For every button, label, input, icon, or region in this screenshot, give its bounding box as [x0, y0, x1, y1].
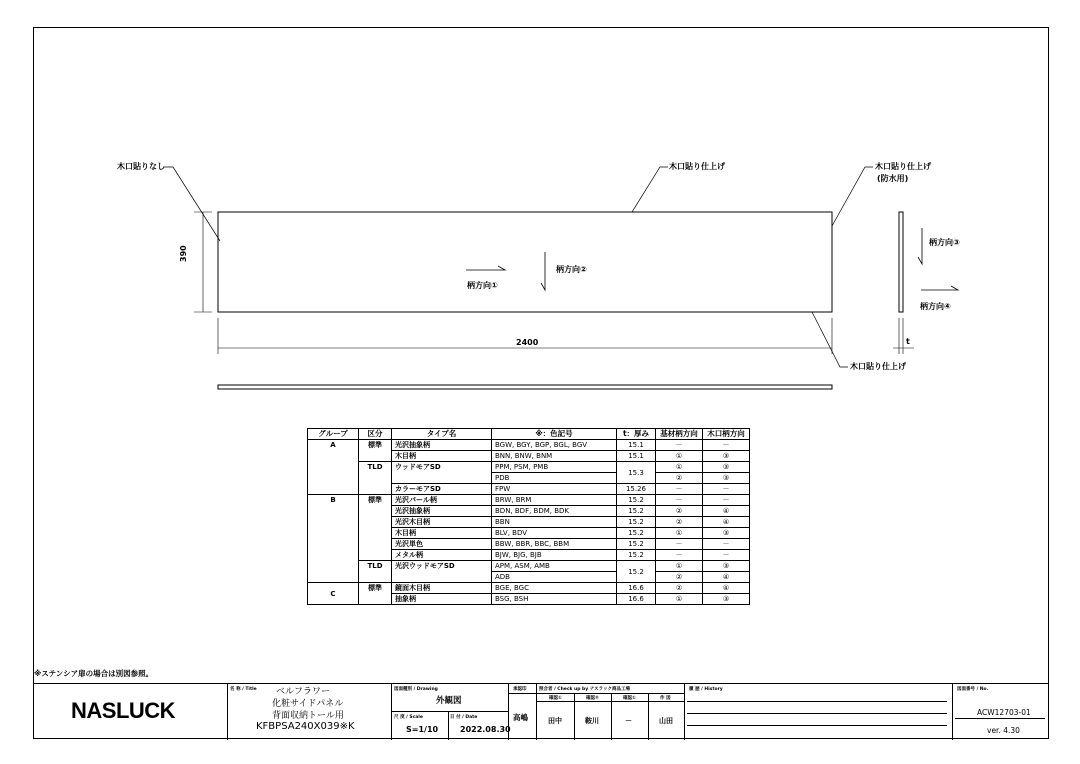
checkers-cell: [536, 684, 684, 740]
panel-top-view: [218, 385, 832, 389]
base-grain-cell: －: [656, 539, 703, 550]
label-edge-finish-top: 木口貼り仕上げ: [669, 162, 725, 171]
thickness-cell: 16.6: [617, 583, 656, 594]
type-cell: 木目柄: [392, 451, 492, 462]
date-value: 2022.08.30: [460, 725, 511, 734]
type-cell: 光沢抽象柄: [392, 506, 492, 517]
base-grain-cell: －: [656, 495, 703, 506]
label-grain-2: 柄方向②: [556, 265, 587, 274]
thickness-cell: 15.1: [617, 451, 656, 462]
kubun-cell: TLD: [359, 561, 392, 583]
history-caption: 履 歴 / History: [689, 687, 723, 692]
kubun-cell: TLD: [359, 462, 392, 495]
thickness-cell: 15.2: [617, 539, 656, 550]
approval-cell: [508, 684, 536, 740]
type-cell: 抽象柄: [392, 594, 492, 605]
spec-header-row: [308, 429, 750, 440]
thickness-cell: 15.2: [617, 561, 656, 583]
type-cell: 光沢単色: [392, 539, 492, 550]
label-no-edge: 木口貼りなし: [117, 162, 165, 171]
th-kubun: 区分: [359, 429, 392, 440]
dim-height: 390: [179, 245, 188, 262]
edge-grain-cell: ④: [703, 517, 750, 528]
label-grain-1: 柄方向①: [467, 281, 498, 290]
leader-no-edge: [163, 167, 220, 241]
base-grain-cell: ②: [656, 517, 703, 528]
type-cell: 光沢ウッドモアSD: [392, 561, 492, 583]
grain-arrow-3: [918, 228, 922, 264]
base-grain-cell: ①: [656, 451, 703, 462]
edge-grain-cell: －: [703, 495, 750, 506]
color-cell: BGW, BGY, BGP, BGL, BGV: [492, 440, 617, 451]
leader-edge-bottom: [812, 312, 848, 367]
base-grain-cell: ①: [656, 561, 703, 572]
th-group: グループ: [308, 429, 359, 440]
history-cell: [684, 684, 952, 740]
color-cell: ADB: [492, 572, 617, 583]
edge-grain-cell: ③: [703, 528, 750, 539]
color-cell: BBW, BBR, BBC, BBM: [492, 539, 617, 550]
scale-caption: 尺 度 / Scale: [394, 715, 423, 720]
thickness-cell: 15.2: [617, 517, 656, 528]
kubun-cell: 標準: [359, 583, 392, 605]
edge-grain-cell: ③: [703, 473, 750, 484]
color-cell: APM, ASM, AMB: [492, 561, 617, 572]
th-base-grain: 基材柄方向: [656, 429, 703, 440]
thickness-cell: 15.26: [617, 484, 656, 495]
thickness-cell: 15.2: [617, 528, 656, 539]
check-caption: 照合者 / Check up by ナスラック商品工場: [539, 687, 631, 692]
version: ver. 4.30: [987, 726, 1020, 735]
drawing-type: 外観図: [436, 696, 462, 706]
drawing-number-cell: [952, 684, 1049, 740]
color-cell: PPM, PSM, PMB: [492, 462, 617, 473]
leader-edge-top: [632, 167, 668, 212]
table-row: [308, 462, 750, 473]
edge-grain-cell: －: [703, 550, 750, 561]
check-header-3: 確認①: [623, 696, 636, 701]
table-row: [308, 495, 750, 506]
kubun-cell: 標準: [359, 440, 392, 462]
color-cell: BSG, BSH: [492, 594, 617, 605]
type-cell: メタル柄: [392, 550, 492, 561]
stencia-note: ※ステンシア扉の場合は別図参照。: [34, 669, 154, 678]
edge-grain-cell: ④: [703, 583, 750, 594]
color-cell: BJW, BJG, BJB: [492, 550, 617, 561]
title-line-1: ベルフラワー: [276, 687, 331, 697]
color-cell: BNN, BNW, BNM: [492, 451, 617, 462]
spec-table: [307, 428, 750, 605]
title-caption: 名 称 / Title: [230, 687, 257, 692]
th-edge-grain: 木口柄方向: [703, 429, 750, 440]
color-cell: BLV, BDV: [492, 528, 617, 539]
thickness-cell: 15.2: [617, 495, 656, 506]
title-block: [33, 683, 1049, 739]
label-grain-3: 柄方向③: [929, 238, 960, 247]
drawing-info-cell: [391, 684, 511, 740]
group-c: C: [308, 583, 359, 605]
checker-2: 鞍川: [585, 717, 599, 725]
title-cell: [227, 684, 391, 740]
group-b: B: [308, 495, 359, 583]
date-caption: 日 付 / Date: [450, 715, 478, 720]
color-cell: BBN: [492, 517, 617, 528]
thickness-cell: 15.2: [617, 506, 656, 517]
scale-value: S=1/10: [406, 725, 439, 734]
leader-edge-waterproof: [832, 167, 873, 226]
color-cell: BDN, BDF, BDM, BDK: [492, 506, 617, 517]
label-edge-finish-bottom: 木口貼り仕上げ: [850, 362, 906, 371]
thickness-cell: 15.3: [617, 462, 656, 484]
no-caption: 図面番号 / No.: [957, 687, 989, 692]
base-grain-cell: ②: [656, 583, 703, 594]
table-row: [308, 583, 750, 594]
base-grain-cell: ②: [656, 473, 703, 484]
checker-3: －: [625, 717, 632, 725]
panel-front-view: [218, 212, 832, 312]
dim-width: 2400: [516, 338, 539, 347]
approve-caption: 承認印: [513, 687, 527, 692]
check-header-2: 確認②: [586, 696, 599, 701]
label-grain-4: 柄方向④: [920, 302, 951, 311]
edge-grain-cell: －: [703, 440, 750, 451]
grain-arrow-4: [921, 286, 958, 290]
dim-thickness: t: [906, 337, 910, 346]
nasluck-logo: NASLUCK: [71, 698, 176, 723]
base-grain-cell: －: [656, 440, 703, 451]
grain-arrow-2: [541, 252, 545, 290]
edge-grain-cell: －: [703, 539, 750, 550]
edge-grain-cell: ④: [703, 572, 750, 583]
color-cell: PDB: [492, 473, 617, 484]
approver: 高嶋: [513, 713, 528, 722]
base-grain-cell: －: [656, 550, 703, 561]
edge-grain-cell: －: [703, 484, 750, 495]
check-header-4: 作 図: [660, 696, 671, 701]
thickness-cell: 15.2: [617, 550, 656, 561]
edge-grain-cell: ③: [703, 561, 750, 572]
edge-grain-cell: ③: [703, 451, 750, 462]
type-cell: 鏡面木目柄: [392, 583, 492, 594]
base-grain-cell: ②: [656, 506, 703, 517]
base-grain-cell: ②: [656, 572, 703, 583]
type-cell: カラーモアSD: [392, 484, 492, 495]
base-grain-cell: ①: [656, 528, 703, 539]
checker-1: 田中: [548, 717, 562, 725]
color-cell: BGE, BGC: [492, 583, 617, 594]
label-waterproof: (防水用): [877, 174, 909, 183]
title-line-3: 背面収納トール用: [272, 711, 344, 721]
drawing-caption: 図面種別 / Drawing: [394, 687, 438, 692]
edge-grain-cell: ③: [703, 594, 750, 605]
base-grain-cell: －: [656, 484, 703, 495]
type-cell: 光沢パール柄: [392, 495, 492, 506]
kubun-cell: 標準: [359, 495, 392, 561]
thickness-cell: 16.6: [617, 594, 656, 605]
th-type: タイプ名: [392, 429, 492, 440]
table-row: [308, 440, 750, 451]
thickness-cell: 15.1: [617, 440, 656, 451]
color-cell: BRW, BRM: [492, 495, 617, 506]
edge-grain-cell: ③: [703, 462, 750, 473]
title-line-2: 化粧サイドパネル: [272, 699, 344, 709]
type-cell: 木目柄: [392, 528, 492, 539]
check-header-1: 確認①: [549, 696, 562, 701]
base-grain-cell: ①: [656, 594, 703, 605]
table-row: [308, 561, 750, 572]
group-a: A: [308, 440, 359, 495]
type-cell: ウッドモアSD: [392, 462, 492, 484]
th-thickness: t：厚み: [617, 429, 656, 440]
label-edge-finish-waterproof: 木口貼り仕上げ: [875, 162, 931, 171]
th-color: ※：色記号: [492, 429, 617, 440]
type-cell: 光沢抽象柄: [392, 440, 492, 451]
color-cell: FPW: [492, 484, 617, 495]
edge-grain-cell: ④: [703, 506, 750, 517]
drafter: 山田: [659, 717, 673, 725]
grain-arrow-1: [466, 266, 505, 270]
base-grain-cell: ①: [656, 462, 703, 473]
type-cell: 光沢木目柄: [392, 517, 492, 528]
panel-side-view: [899, 212, 903, 312]
drawing-number: ACW12703-01: [977, 708, 1031, 717]
product-code: KFBPSA240X039※K: [256, 721, 355, 732]
